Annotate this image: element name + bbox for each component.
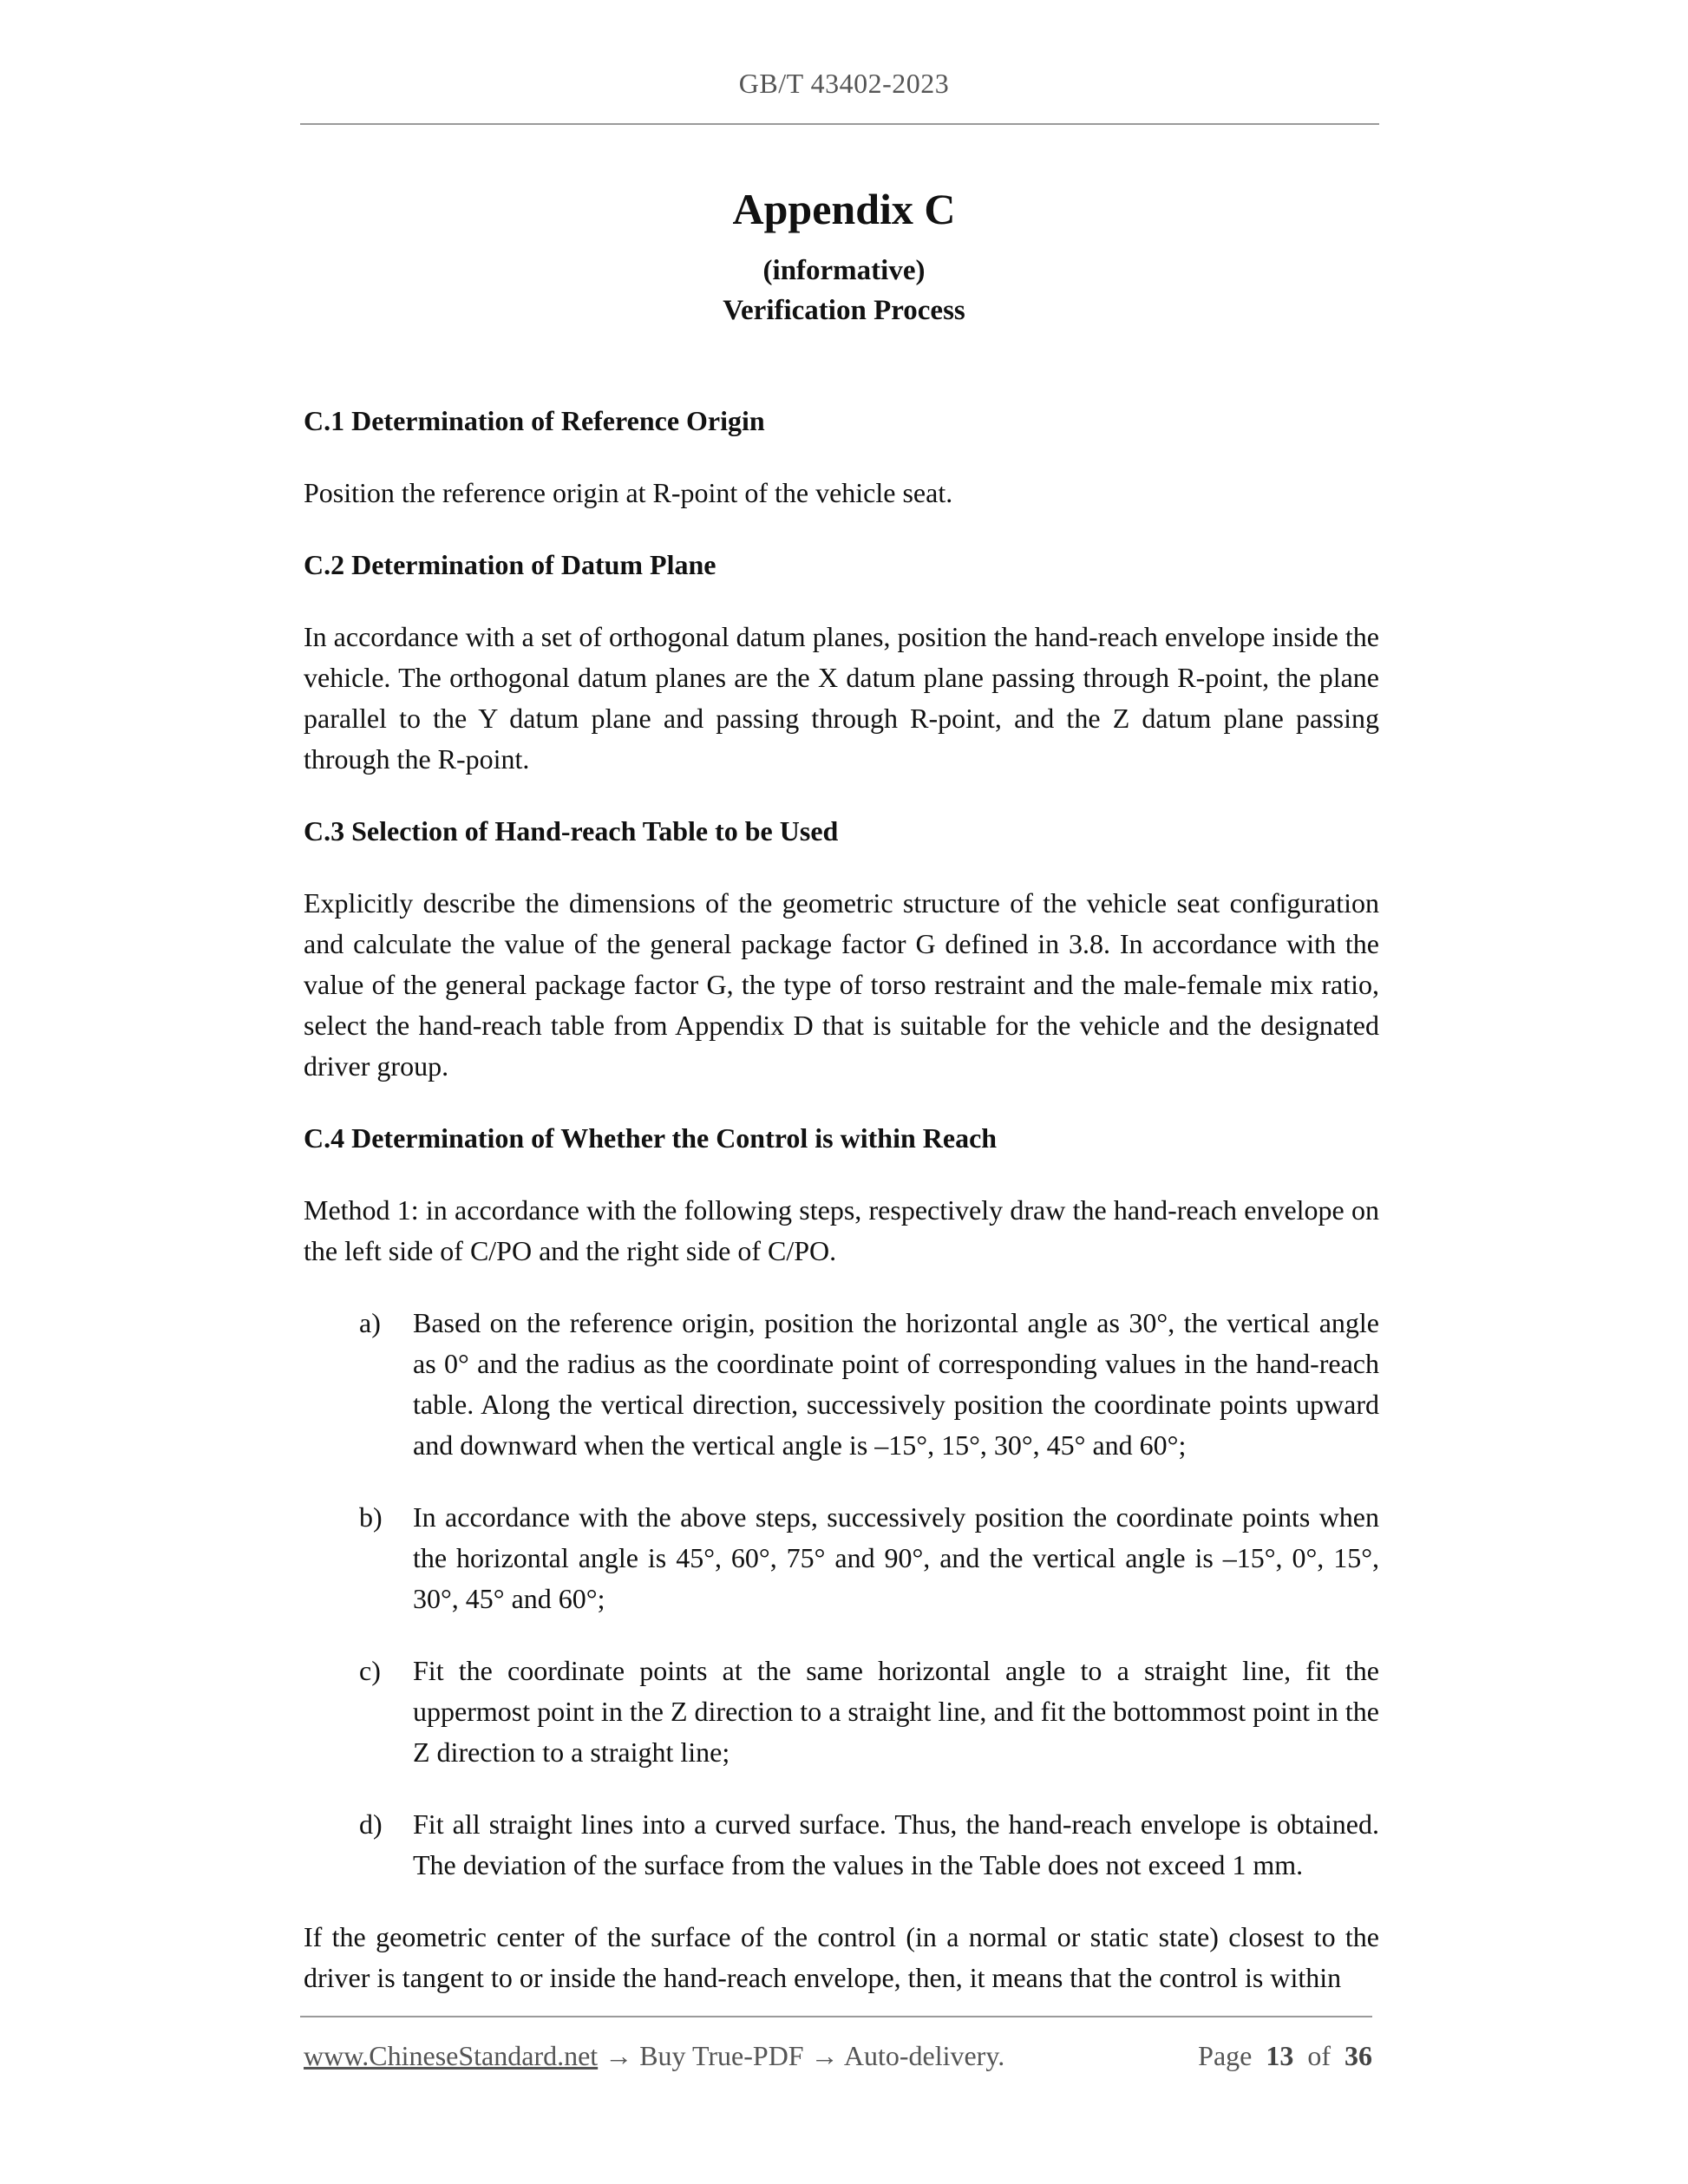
auto-delivery-text: Auto-delivery.: [843, 2040, 1005, 2071]
list-item: [304, 1303, 1379, 1466]
list-item: [304, 1651, 1379, 1773]
section-c3-paragraph: Explicitly describe the dimensions of the geometric structure of the vehicle seat configuration and calculate the value of the general package factor G defined in 3.8. In accordance with the value of the general package factor G, the type of torso restraint and the male-female mix ratio, select the hand-reach table from Appendix D that is suitable for the vehicle and the designated driver group.: [304, 887, 1379, 1082]
website-link[interactable]: www.ChineseStandard.net: [304, 2040, 599, 2071]
section-heading-c2: C.2 Determination of Datum Plane: [304, 549, 716, 580]
page-label: Page: [1198, 2040, 1253, 2071]
page-total: 36: [1345, 2040, 1372, 2071]
footer-divider: [300, 2016, 1372, 2017]
list-marker: a): [359, 1307, 381, 1338]
arrow-right-icon: →: [605, 2040, 633, 2071]
list-marker: c): [359, 1655, 381, 1686]
appendix-name: Verification Process: [723, 295, 965, 326]
footer-promo: [304, 2040, 1004, 2072]
list-marker: d): [359, 1808, 383, 1840]
list-item-text: Fit all straight lines into a curved surface. Thus, the hand-reach envelope is obtained. The deviation of the surface from the values in the Table does not exceed 1 mm.: [413, 1808, 1379, 1880]
list-item-text: Fit the coordinate points at the same horizontal angle to a straight line, fit the uppermost point in the Z direction to a straight line, and fit the bottommost point in the Z direction to a straight line;: [413, 1655, 1379, 1768]
list-item: [304, 1497, 1379, 1619]
section-c1-paragraph: Position the reference origin at R-point of the vehicle seat.: [304, 477, 953, 508]
section-heading-c1: C.1 Determination of Reference Origin: [304, 405, 765, 436]
method-steps-list: [304, 1303, 1379, 1886]
standard-code-header: GB/T 43402-2023: [738, 68, 950, 99]
section-heading-c4: C.4 Determination of Whether the Control is within Reach: [304, 1122, 998, 1154]
header-divider: [300, 123, 1379, 125]
section-c4-intro: Method 1: in accordance with the following steps, respectively draw the hand-reach envelope on the left side of C/PO and the right side of C/PO.: [304, 1194, 1379, 1266]
page-number: 13: [1266, 2040, 1294, 2071]
appendix-type: (informative): [762, 255, 926, 286]
section-heading-c3: C.3 Selection of Hand-reach Table to be Used: [304, 815, 839, 847]
appendix-title: Appendix C: [732, 185, 956, 233]
document-body: [304, 401, 1379, 2030]
list-marker: b): [359, 1501, 383, 1533]
buy-pdf-text: Buy True-PDF: [639, 2040, 804, 2071]
list-item-text: In accordance with the above steps, successively position the coordinate points when the horizontal angle is 45°, 60°, 75° and 90°, and the vertical angle is –15°, 0°, 15°, 30°, 45° and 60°;: [413, 1501, 1379, 1614]
list-item-text: Based on the reference origin, position the horizontal angle as 30°, the vertical angle as 0° and the radius as the coordinate point of corresponding values in the hand-reach table. Along the vertical direction, successively position the coordinate points upward and downward when the vertical angle is –15°, 15°, 30°, 45° and 60°;: [413, 1307, 1379, 1461]
list-item: [304, 1804, 1379, 1886]
page-indicator: [1198, 2040, 1372, 2072]
section-c2-paragraph: In accordance with a set of orthogonal datum planes, position the hand-reach envelope inside the vehicle. The orthogonal datum planes are the X datum plane passing through R-point, the plane parallel to the Y datum plane and passing through R-point, and the Z datum plane passing through the R-point.: [304, 621, 1379, 775]
of-label: of: [1307, 2040, 1331, 2071]
arrow-right-icon: →: [810, 2040, 839, 2071]
section-c4-closing: If the geometric center of the surface of the control (in a normal or static state) closest to the driver is tangent to or inside the hand-reach envelope, then, it means that the control is within: [304, 1921, 1379, 1993]
